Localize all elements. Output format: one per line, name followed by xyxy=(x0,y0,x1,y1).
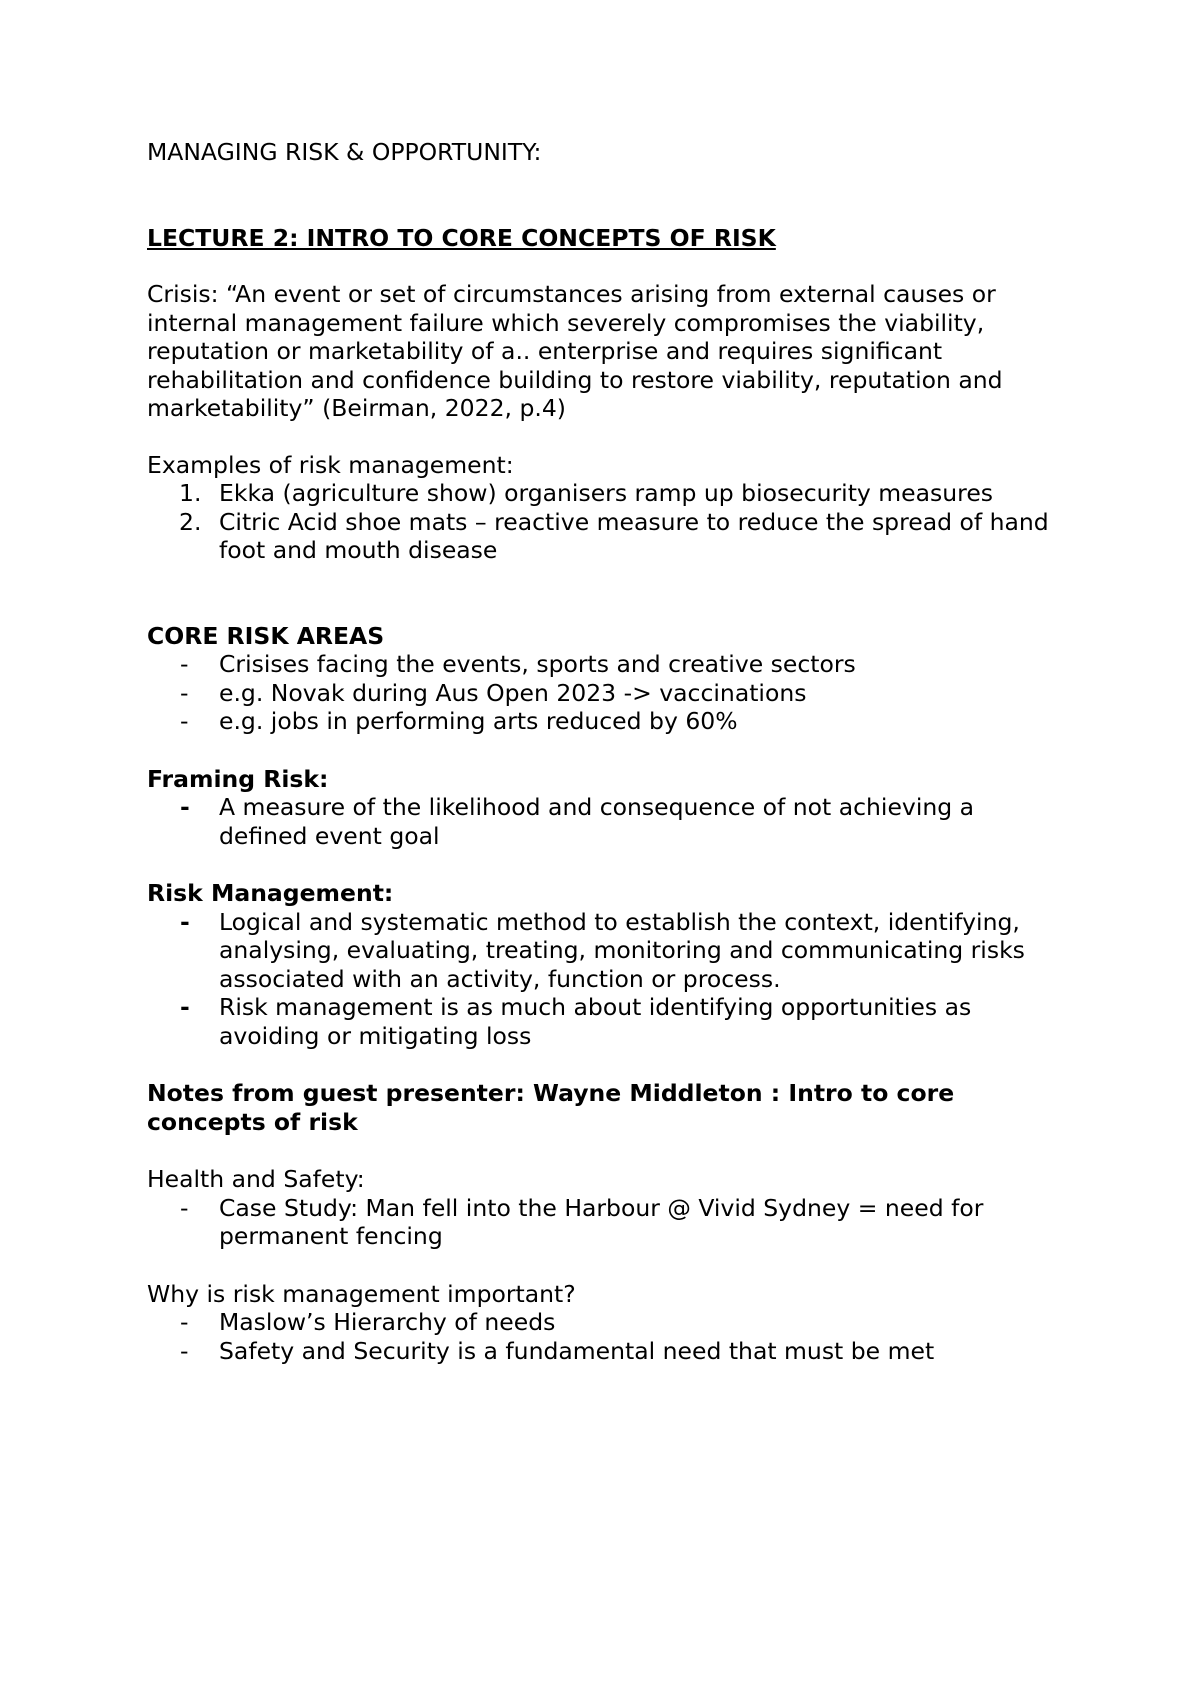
list-dash: - xyxy=(180,707,189,735)
list-item xyxy=(147,479,1067,508)
list-dash: - xyxy=(180,1308,189,1336)
spacer xyxy=(147,736,1067,765)
risk-management-list xyxy=(147,908,1067,1051)
list-item xyxy=(147,908,1067,994)
spacer xyxy=(147,423,1067,451)
core-risk-heading: CORE RISK AREAS xyxy=(147,621,385,650)
list-item xyxy=(147,679,1067,708)
list-item-text: Case Study: Man fell into the Harbour @ Vivid Sydney = need for permanent fencing xyxy=(219,1193,984,1250)
list-dash: - xyxy=(180,1336,189,1365)
list-item-text: Risk management is as much about identifying opportunities as avoiding or mitigating loss xyxy=(219,993,972,1050)
health-safety-heading: Health and Safety: xyxy=(147,1165,365,1193)
list-number: 2. xyxy=(179,507,202,536)
document-page xyxy=(147,138,1067,1365)
list-item-text: Maslow’s Hierarchy of needs xyxy=(219,1308,556,1336)
lecture-title: LECTURE 2: INTRO TO CORE CONCEPTS OF RISK xyxy=(147,223,776,252)
spacer xyxy=(147,167,1067,224)
list-number: 1. xyxy=(179,479,202,507)
list-item-text: Ekka (agriculture show) organisers ramp up biosecurity measures xyxy=(219,479,994,507)
spacer xyxy=(147,565,1067,622)
spacer xyxy=(147,1050,1067,1079)
why-list xyxy=(147,1308,1067,1365)
spacer xyxy=(147,1251,1067,1280)
list-item-text: Logical and systematic method to establish the context, identifying, analysing, evaluating, treating, monitoring and communicating risks associated with an activity, function or process. xyxy=(219,907,1025,993)
framing-risk-heading: Framing Risk: xyxy=(147,764,329,793)
examples-list xyxy=(147,479,1067,565)
core-risk-list xyxy=(147,650,1067,736)
list-dash: - xyxy=(180,793,190,821)
why-heading: Why is risk management important? xyxy=(147,1279,576,1308)
list-item-text: Crisises facing the events, sports and creative sectors xyxy=(219,650,856,678)
list-item xyxy=(147,1337,1067,1366)
list-dash: - xyxy=(180,993,190,1021)
guest-presenter-heading: Notes from guest presenter: Wayne Middleton : Intro to core concepts of risk xyxy=(147,1079,955,1136)
examples-heading: Examples of risk management: xyxy=(147,450,514,479)
crisis-definition: Crisis: “An event or set of circumstances arising from external causes or internal management failure which severely compromises the viability, reputation or marketability of a.. enterprise and requires significant rehabilitation and confidence building to restore viability, reputation and marketability” (Beirman, 2022, p.4) xyxy=(147,280,1003,422)
list-dash: - xyxy=(180,678,189,707)
list-item xyxy=(147,650,1067,679)
list-dash: - xyxy=(180,907,190,936)
list-item xyxy=(147,993,1067,1050)
health-safety-list xyxy=(147,1194,1067,1251)
list-item xyxy=(147,1194,1067,1251)
list-item-text: A measure of the likelihood and consequence of not achieving a defined event goal xyxy=(219,793,975,850)
list-dash: - xyxy=(180,650,189,678)
list-item xyxy=(147,508,1067,565)
list-dash: - xyxy=(180,1193,189,1222)
list-item-text: e.g. Novak during Aus Open 2023 -> vaccinations xyxy=(219,678,807,707)
list-item-text: Citric Acid shoe mats – reactive measure to reduce the spread of hand foot and mouth disease xyxy=(219,507,1049,564)
framing-risk-list xyxy=(147,793,1067,850)
list-item-text: Safety and Security is a fundamental need that must be met xyxy=(219,1336,935,1365)
list-item xyxy=(147,793,1067,850)
document-header: MANAGING RISK & OPPORTUNITY: xyxy=(147,138,542,166)
risk-management-heading: Risk Management: xyxy=(147,879,394,907)
spacer xyxy=(147,252,1067,280)
spacer xyxy=(147,1136,1067,1165)
list-item xyxy=(147,707,1067,736)
list-item-text: e.g. jobs in performing arts reduced by 60% xyxy=(219,707,738,735)
spacer xyxy=(147,850,1067,879)
list-item xyxy=(147,1308,1067,1337)
